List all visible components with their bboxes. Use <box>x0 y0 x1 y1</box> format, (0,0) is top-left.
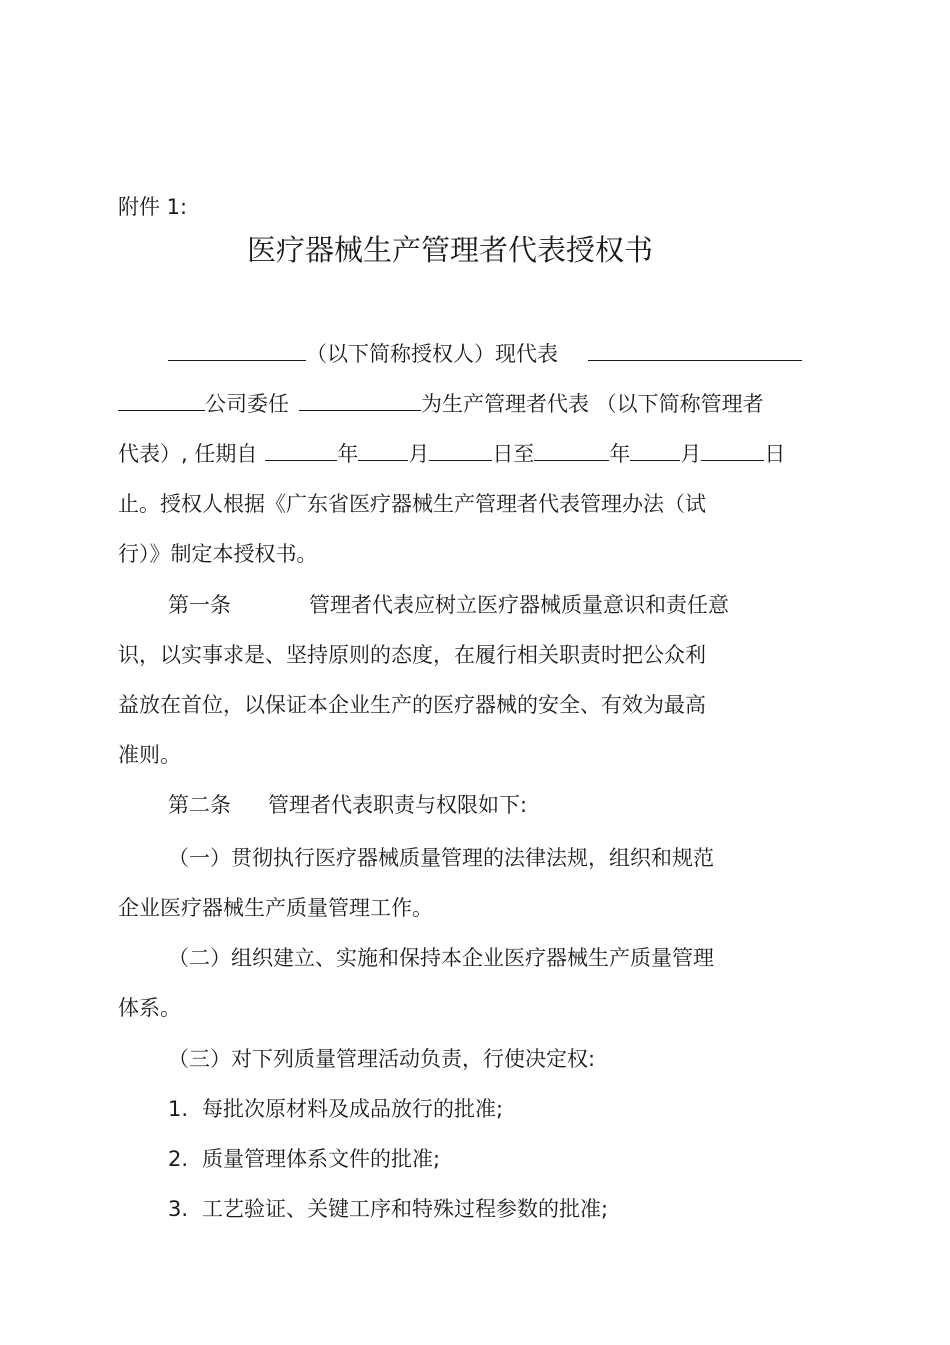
intro-line-1 <box>168 340 802 368</box>
intro-line-3 <box>118 440 785 468</box>
year-label: 年 <box>337 442 359 466</box>
intro-line-2 <box>118 390 764 418</box>
month-label-2: 月 <box>680 442 702 466</box>
sub-item-3-number: 3. <box>168 1197 189 1221</box>
sub-item-1 <box>168 1095 503 1123</box>
end-day-blank[interactable] <box>701 441 764 461</box>
article-1-line-2: 识，以实事求是、坚持原则的态度，在履行相关职责时把公众利 <box>118 643 706 667</box>
representative-name-blank[interactable] <box>299 391 421 411</box>
end-month-blank[interactable] <box>630 441 680 461</box>
article-1-line-4: 准则。 <box>118 743 181 767</box>
start-month-blank[interactable] <box>358 441 408 461</box>
company-name-blank[interactable] <box>588 341 802 361</box>
article-1-label: 第一条 <box>168 593 231 617</box>
intro-line-4: 止。授权人根据《广东省医疗器械生产管理者代表管理办法（试 <box>118 492 706 516</box>
article-1-line-1 <box>168 591 729 619</box>
sub-item-2-text: 质量管理体系文件的批准; <box>202 1147 441 1171</box>
month-label: 月 <box>408 442 430 466</box>
item-1-line-1: （一）贯彻执行医疗器械质量管理的法律法规，组织和规范 <box>168 846 714 870</box>
intro-line-5: 行）》制定本授权书。 <box>118 542 318 566</box>
item-3-line: （三）对下列质量管理活动负责，行使决定权: <box>168 1047 596 1071</box>
page-title: 医疗器械生产管理者代表授权书 <box>246 233 653 267</box>
authorizer-name-blank[interactable] <box>168 341 306 361</box>
end-year-blank[interactable] <box>534 441 609 461</box>
intro-text-1: （以下简称授权人）现代表 <box>306 342 558 366</box>
article-2-label: 第二条 <box>168 793 231 817</box>
sub-item-1-number: 1. <box>168 1097 189 1121</box>
sub-item-1-text: 每批次原材料及成品放行的批准; <box>202 1097 504 1121</box>
intro-text-4: 代表）, 任期自 <box>118 442 258 466</box>
article-1-line-3: 益放在首位，以保证本企业生产的医疗器械的安全、有效为最高 <box>118 693 706 717</box>
article-2-line-1 <box>168 791 527 819</box>
year-label-2: 年 <box>609 442 631 466</box>
item-2-line-2: 体系。 <box>118 996 181 1020</box>
sub-item-2-number: 2. <box>168 1147 189 1171</box>
start-year-blank[interactable] <box>265 441 337 461</box>
company-name-blank-cont[interactable] <box>118 391 205 411</box>
sub-item-3-text: 工艺验证、关键工序和特殊过程参数的批准; <box>202 1197 609 1221</box>
sub-item-2 <box>168 1145 440 1173</box>
sub-item-3 <box>168 1195 608 1223</box>
item-1-line-2: 企业医疗器械生产质量管理工作。 <box>118 896 433 920</box>
day-label: 日 <box>764 442 786 466</box>
intro-text-2: 公司委任 <box>205 392 289 416</box>
intro-text-3: 为生产管理者代表 （以下简称管理者 <box>421 392 764 416</box>
article-2-text: 管理者代表职责与权限如下: <box>268 793 528 817</box>
item-2-line-1: （二）组织建立、实施和保持本企业医疗器械生产质量管理 <box>168 946 714 970</box>
day-to-label: 日至 <box>492 442 535 466</box>
article-1-text-1: 管理者代表应树立医疗器械质量意识和责任意 <box>309 593 729 617</box>
start-day-blank[interactable] <box>429 441 492 461</box>
attachment-label: 附件 1: <box>118 195 188 219</box>
